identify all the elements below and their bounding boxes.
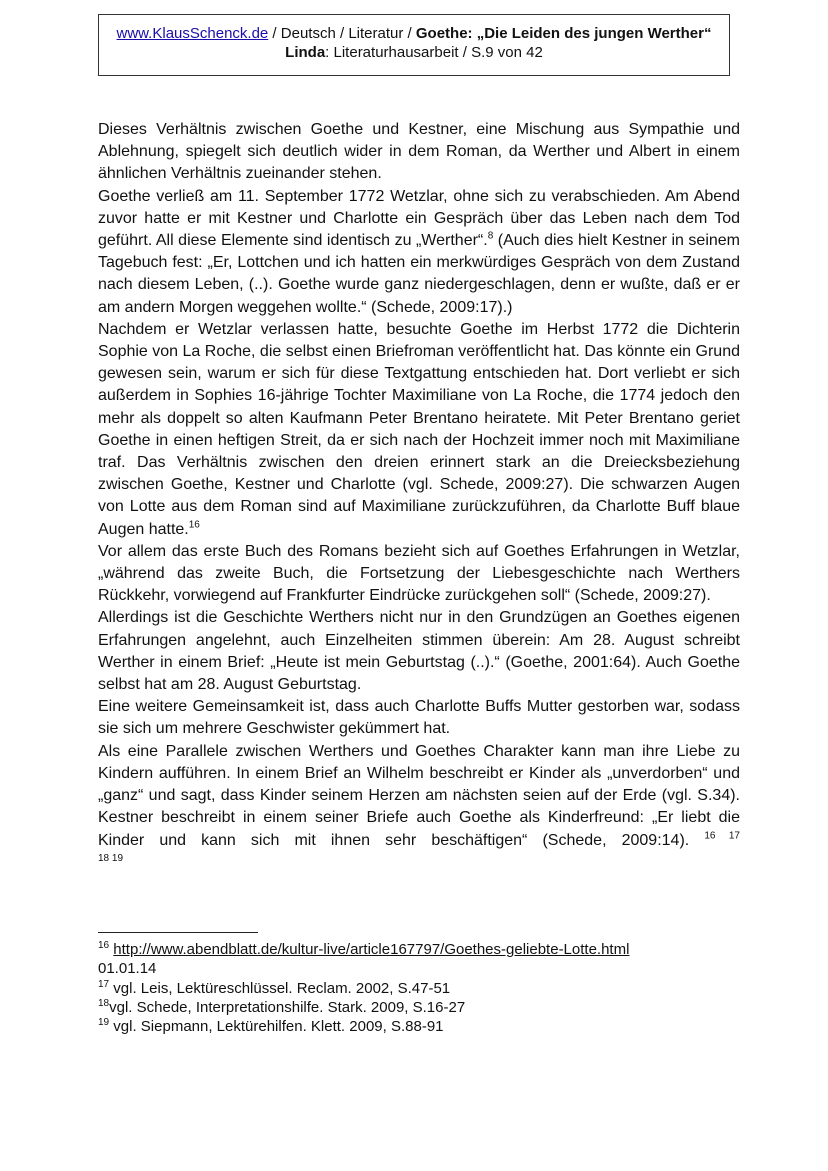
- footnote-number: 18: [98, 997, 110, 1009]
- page-header: [98, 14, 730, 76]
- footnote-19-text: vgl. Siepmann, Lektürehilfen. Klett. 2009, S.88-91: [113, 1018, 444, 1036]
- paragraph-1: Dieses Verhältnis zwischen Goethe und Kestner, eine Mischung aus Sympathie und Ablehnung, spiegelt sich deutlich wider in dem Roman, da Werther und Albert in einem ähnlichen Verhältnis zueinander stehen.: [98, 121, 740, 183]
- footnote-separator: [98, 932, 258, 933]
- footnote-19: [98, 1017, 740, 1036]
- breadcrumb-subject: Deutsch: [280, 25, 336, 42]
- main-text: [98, 119, 740, 865]
- paragraph-4: Vor allem das erste Buch des Romans bezieht sich auf Goethes Erfahrungen in Wetzlar, „während das zweite Buch, die Fortsetzung der Liebesgeschichte nach Werthers Rückkehr, vorwiegend auf Frankfurter Eindrücke zurückgehen soll“ (Schede, 2009:27).: [98, 542, 740, 605]
- footnote-16: [98, 940, 740, 959]
- footnote-16-link[interactable]: http://www.abendblatt.de/kultur-live/article167797/Goethes-geliebte-Lotte.html: [113, 941, 630, 958]
- paragraph-2-text-a: Goethe verließ am 11. September 1772 Wetzlar, ohne sich zu verabschieden. Am Abend zuvor hatte er mit Kestner und Charlotte ein Gespräch über das Leben nach dem Tod geführt. All diese Elemente sind identisch zu „Werther“.: [98, 187, 740, 250]
- breadcrumb-separator: /: [268, 25, 281, 42]
- footnote-number: 16: [98, 940, 110, 951]
- footnote-ref-16[interactable]: 16: [188, 519, 200, 531]
- footnote-number: 19: [98, 1017, 110, 1029]
- paragraph-6: Eine weitere Gemeinsamkeit ist, dass auch Charlotte Buffs Mutter gestorben war, sodass sie sich um mehrere Geschwister gekümmert hat.: [98, 698, 740, 738]
- footnote-17: [98, 979, 740, 998]
- site-link[interactable]: www.KlausSchenck.de: [116, 25, 269, 42]
- page-info: : Literaturhausarbeit / S.9 von 42: [325, 44, 543, 61]
- footnote-16-continuation: 01.01.14: [98, 960, 157, 978]
- paragraph-3-text: Nachdem er Wetzlar verlassen hatte, besuchte Goethe im Herbst 1772 die Dichterin Sophie von La Roche, die selbst einen Briefroman veröffentlicht hat. Das könnte ein Grund gewesen sein, warum er sich für diese Textgattung entschieden hat. Dort verliebt er sich außerdem in Sophies 16-jährige Tochter Maximiliane von La Roche, die 1774 jedoch den mehr als doppelt so alten Kaufmann Peter Brentano heiratete. Mit Peter Brentano geriet Goethe in einen heftigen Streit, da er sich nach der Hochzeit immer noch mit Maximiliane traf. Das Verhältnis zwischen den dreien erinnert stark an die Dreiecksbeziehung zwischen Goethe, Kestner und Charlotte (vgl. Schede, 2009:27). Die schwarzen Augen von Lotte aus dem Roman sind auf Maximiliane zurückzuführen, da Charlotte Buff blaue Augen hatte.: [98, 320, 740, 538]
- paragraph-7-text: Als eine Parallele zwischen Werthers und Goethes Charakter kann man ihre Liebe zu Kindern aufführen. In einem Brief an Wilhelm beschreibt er Kinder als „unverdorben“ und „ganz“ und sagt, dass Kinder seinem Herzen am nächsten seien auf der Erde (vgl. S.34). Kestner beschreibt in einem seiner Briefe auch Goethe als Kinderfreund: „Er liebt die Kinder und kann sich mit ihnen sehr beschäftigen“ (Schede, 2009:14).: [98, 742, 740, 849]
- footnote-18-text: vgl. Schede, Interpretationshilfe. Stark. 2009, S.16-27: [109, 998, 466, 1016]
- footnote-18: [98, 998, 740, 1017]
- footnote-refs-16-17[interactable]: 16 17: [704, 830, 740, 842]
- breadcrumb-separator: /: [403, 25, 416, 42]
- header-line-2: [99, 43, 729, 62]
- footnote-refs-18-19[interactable]: 18 19: [98, 852, 124, 864]
- footnote-number: 17: [98, 978, 110, 990]
- breadcrumb-separator: /: [335, 25, 349, 42]
- header-line-1: [99, 24, 729, 43]
- breadcrumb-area: Literatur: [348, 25, 404, 42]
- paragraph-2: [98, 186, 740, 319]
- footnotes: [98, 940, 740, 1036]
- paragraph-3: [98, 319, 740, 541]
- paragraph-2-text-b: (Auch dies hielt Kestner in seinem Tagebuch fest: „Er, Lottchen und ich hatten ein merkwürdiges Gespräch von dem Zustand nach diesem Leben, (..). Goethe wurde ganz niedergeschlagen, denn er wußte, daß er er am andern Morgen weggehen wollte.“ (Schede, 2009:17).): [98, 232, 741, 316]
- work-title: Goethe: „Die Leiden des jungen Werther“: [415, 25, 712, 42]
- footnote-17-text: vgl. Leis, Lektüreschlüssel. Reclam. 2002, S.47-51: [113, 979, 451, 997]
- footnote-ref-8[interactable]: 8: [487, 230, 494, 242]
- author-name: Linda: [285, 44, 326, 61]
- paragraph-5: Allerdings ist die Geschichte Werthers nicht nur in den Grundzügen an Goethes eigenen Erfahrungen angelehnt, auch Einzelheiten stimmen überein: Am 28. August schreibt Werther in einem Brief: „Heute ist mein Geburtstag (..).“ (Goethe, 2001:64). Auch Goethe selbst hat am 28. August Geburtstag.: [98, 609, 740, 694]
- paragraph-7: [98, 741, 740, 852]
